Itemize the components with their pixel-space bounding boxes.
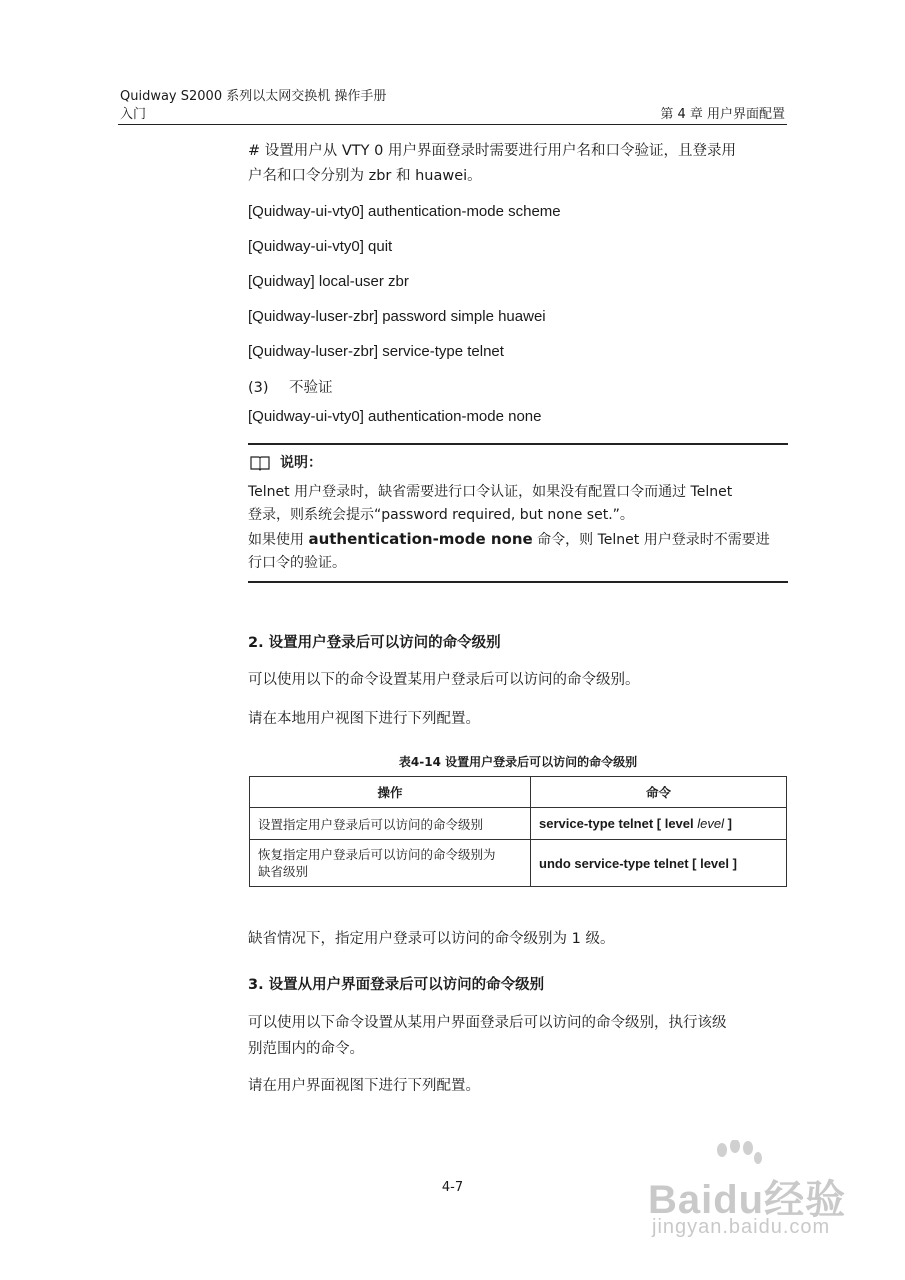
command-line: [Quidway-ui-vty0] quit [248, 238, 393, 255]
note-line-2: 登录，则系统会提示“password required, but none set.”。 [248, 507, 634, 523]
table-cell-command-end: ] [724, 816, 732, 831]
table-cell-operation-line: 缺省级别 [258, 864, 309, 879]
watermark-url: jingyan.baidu.com [652, 1216, 831, 1238]
table-cell-command [531, 808, 787, 840]
section-3-heading: 3. 设置从用户界面登录后可以访问的命令级别 [248, 977, 545, 993]
section-3-para-2: 请在用户界面视图下进行下列配置。 [248, 1078, 480, 1094]
table-cell-operation: 设置指定用户登录后可以访问的命令级别 [250, 808, 531, 840]
default-level-text: 缺省情况下，指定用户登录可以访问的命令级别为 1 级。 [248, 931, 615, 947]
section-2-para-2: 请在本地用户视图下进行下列配置。 [248, 711, 480, 727]
note-line-1: Telnet 用户登录时，缺省需要进行口令认证，如果没有配置口令而通过 Telnet [248, 484, 733, 500]
page-number: 4-7 [441, 1180, 464, 1195]
table-header-row [250, 777, 787, 808]
table-cell-operation [250, 840, 531, 887]
table-row [250, 808, 787, 840]
header-rule [118, 124, 787, 125]
command-line: [Quidway-ui-vty0] authentication-mode none [248, 408, 542, 425]
note-bottom-rule [248, 581, 788, 583]
command-table [249, 776, 787, 887]
command-line: [Quidway-ui-vty0] authentication-mode scheme [248, 203, 561, 220]
table-caption: 表4-14 设置用户登录后可以访问的命令级别 [398, 755, 638, 769]
header-chapter: 第 4 章 用户界面配置 [660, 107, 785, 122]
intro-line-2: 户名和口令分别为 zbr 和 huawei。 [248, 168, 482, 184]
command-line: [Quidway-luser-zbr] service-type telnet [248, 343, 504, 360]
section-3-para-1-line-1: 可以使用以下命令设置从某用户界面登录后可以访问的命令级别，执行该级 [248, 1015, 727, 1031]
command-line: [Quidway-luser-zbr] password simple huawei [248, 308, 546, 325]
note-line-4: 行口令的验证。 [248, 555, 346, 571]
table-cell-command-param: level [697, 816, 724, 831]
table-header-cell: 操作 [250, 777, 531, 808]
note-line-3-post: 命令，则 Telnet 用户登录时不需要进 [532, 532, 770, 548]
section-2-para-1: 可以使用以下的命令设置某用户登录后可以访问的命令级别。 [248, 672, 640, 688]
section-3-para-1-line-2: 别范围内的命令。 [248, 1041, 364, 1057]
table-header-cell: 命令 [531, 777, 787, 808]
note-line-3-pre: 如果使用 [248, 532, 309, 548]
table-row [250, 840, 787, 887]
note-label: 说明： [280, 455, 322, 471]
section-2-heading: 2. 设置用户登录后可以访问的命令级别 [248, 635, 501, 651]
intro-line-1: # 设置用户从 VTY 0 用户界面登录时需要进行用户名和口令验证，且登录用 [248, 143, 736, 159]
table-cell-operation-line: 恢复指定用户登录后可以访问的命令级别为 [258, 847, 496, 862]
note-line-3 [248, 528, 788, 551]
watermark-brand: Baidu经验 [648, 1178, 847, 1222]
table-cell-command: undo service-type telnet [ level ] [531, 840, 787, 887]
header-title: Quidway S2000 系列以太网交换机 操作手册 [120, 89, 387, 104]
note-line-3-command: authentication-mode none [308, 530, 533, 548]
header-section: 入门 [120, 107, 147, 122]
item-3-label: 不验证 [289, 380, 333, 396]
book-icon [250, 455, 270, 471]
note-top-rule [248, 443, 788, 445]
item-3-number: (3) [248, 380, 269, 396]
table-cell-command-main: service-type telnet [ level [539, 816, 698, 831]
command-line: [Quidway] local-user zbr [248, 273, 409, 290]
